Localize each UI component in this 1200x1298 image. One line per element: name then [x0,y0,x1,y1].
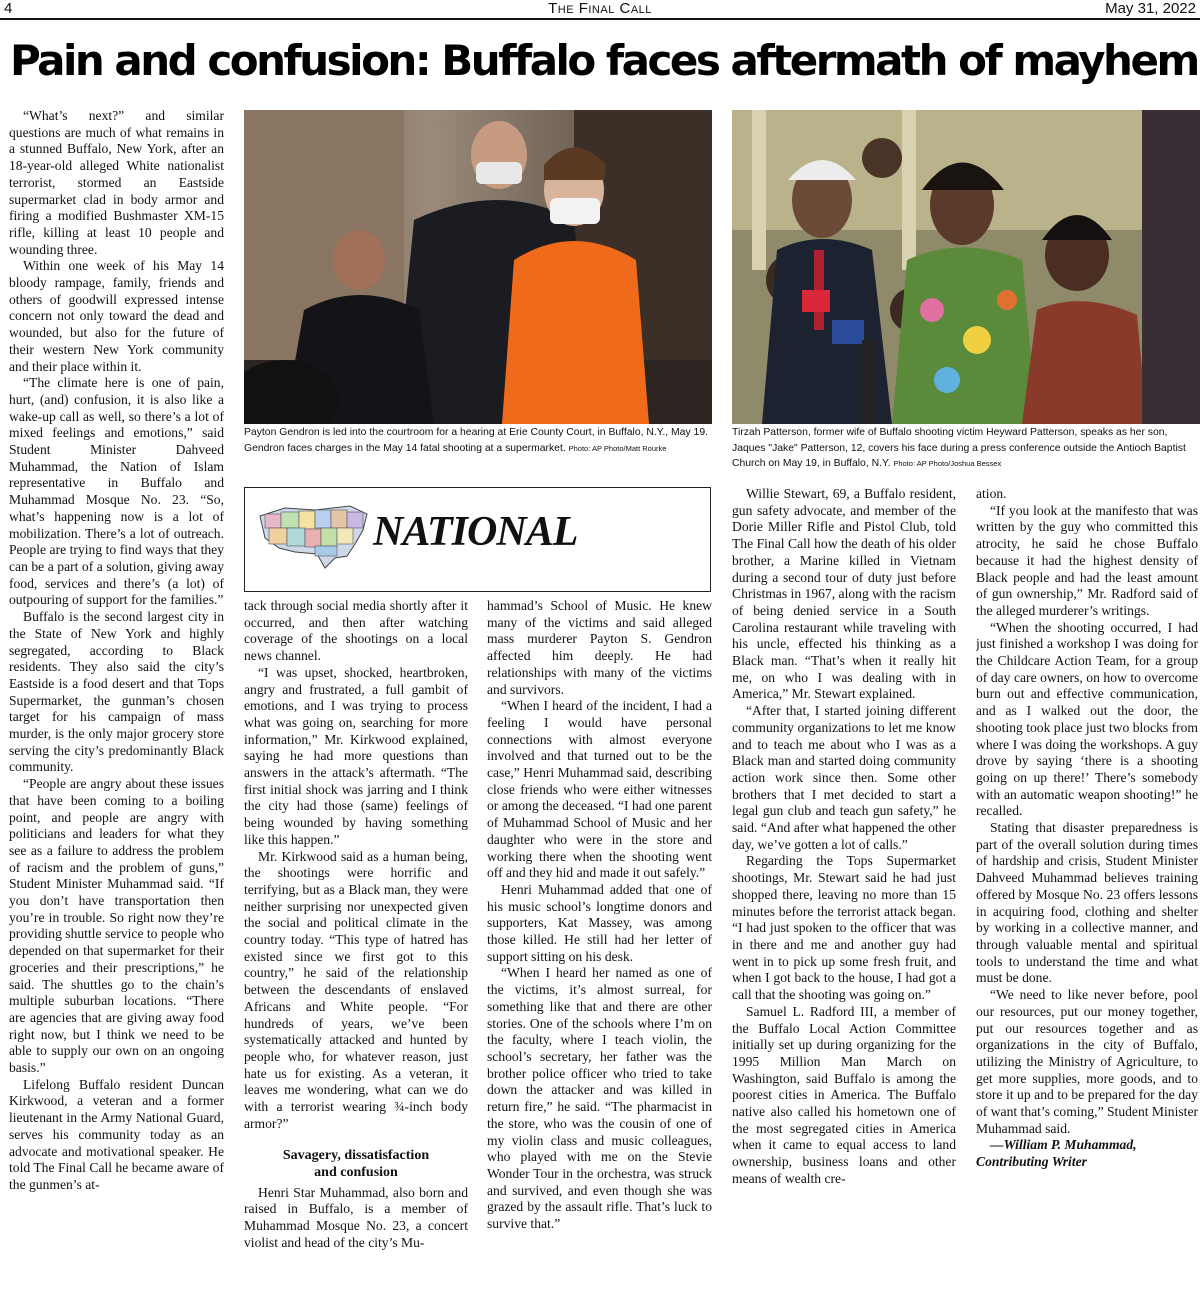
subhead-line: Savagery, dissatisfaction [282,1147,430,1163]
newspaper-name: The Final Call [548,0,652,17]
subhead-line: and confusion [314,1164,398,1180]
paragraph: “When I heard her named as one of the victims, it’s almost surreal, for something like that and there are other stories. One of the schools where I’m on the faculty, where I teach violin, the school’s secretary, her father was the brother police officer who tried to take down the attacker and was killed in return fire,” he said. “The pharmacist in the store, who was the cousin of one of my violin class and music colleagues, who played with me on the Stevie Wonder Tour in the orchestra, was struck and survived, and even though she was grazed by the assault rifle. That’s luck to survive that.” [487,965,712,1232]
paragraph: “We need to like never before, pool our resources, put our money together, put our resources together and as organizations in the city of Buffalo, utilizing the Ministry of Agriculture, to get more supplies, more goods, and to store it up and to be prepared for the day of want that’s coming,” Student Minister Muhammad said. [976,987,1198,1136]
paragraph: “What’s next?” and similar questions are much of what remains in a stunned Buffalo, New York, after an 18-year-old alleged White nationalist terrorist, stormed an Eastside supermarket clad in body armor and firing a modified Bushmaster XM-15 rifle, killing at least 10 people and wounding three. [9,108,224,257]
paragraph: Lifelong Buffalo resident Duncan Kirkwood, a veteran and a former lieutenant in the Army National Guard, serves his community today as an advocate and motivational speaker. He told The Final Call he became aware of the gunmen’s at- [9,1076,224,1192]
article-column-3 [487,598,712,1298]
paragraph: Henri Muhammad added that one of his music school’s longtime donors and supporters, Kat Massey, was among those killed. He still had her letter of support sitting on his desk. [487,881,712,964]
paragraph: Willie Stewart, 69, a Buffalo resident, gun safety advocate, and member of the Dorie Miller Rifle and Pistol Club, told The Final Call how the death of his older brother, a Marine killed in Vietnam during a second tour of duty just before Christmas in 1967, along with the racism of being denied service in a South Carolina restaurant while traveling with his uncle, effected his thinking as a Black man. “That’s when it really hit me, on who I was dealing with in America,” Mr. Stewart explained. [732,486,956,702]
byline [976,1137,1198,1170]
photo-credit: Photo: AP Photo/Joshua Bessex [893,459,1002,468]
paragraph: “If you look at the manifesto that was written by the guy who committed this atrocity, he said he chose Buffalo because it had the highest density of Black people and had the least amount of gun ownership,” Mr. Radford said of the alleged murderer’s writings. [976,502,1198,618]
paragraph: “The climate here is one of pain, hurt, (and) confusion, it is also like a wake-up call as well, so there’s a lot of mixed feelings and emotions,” said Student Minister Dahveed Muhammad, the Nation of Islam representative in Buffalo and Muhammad Mosque No. 23. “So, what’s happening now is a lot of mobilization. There’s a lot of outreach. People are trying to find ways that they can be a part of a solution, giving away food, services and there’s (a lot) of outpouring of support for the families.” [9,375,224,608]
photo-caption-press-conference [732,425,1198,472]
photo-credit: Photo: AP Photo/Matt Rourke [568,443,667,453]
article-column-5 [976,486,1198,1298]
paragraph: “After that, I started joining different community organizations to let me know and to teach me about who I was as a Black man and started doing community action work since then. Some other brothers that I met decided to start a legal gun club and teach gun safety,” he said. “And after what happened the other day, we’ve gotten a lot of calls.” [732,703,956,852]
section-label-box [244,487,711,592]
issue-date: May 31, 2022 [1105,0,1196,17]
byline-role: Contributing Writer [976,1154,1087,1170]
headline: Pain and confusion: Buffalo faces aftermath of mayhem [10,36,1198,85]
paragraph: Buffalo is the second largest city in the State of New York and highly segregated, according to Black residents. They also said the city’s Eastside is a food desert and that Tops Supermarket, the gunman’s chosen target for his campaign of mass murder, is the only major grocery store serving the city’s predominantly Black community. [9,609,224,775]
caption-text: Tirzah Patterson, former wife of Buffalo shooting victim Heyward Patterson, speaks as her son, Jaques "Jake" Patterson, 12, covers his face during a press conference outside the Antioch Baptist Church on May 19, in Buffalo, N.Y. [732,427,1186,469]
paragraph: Regarding the Tops Supermarket shootings, Mr. Stewart said he had just shopped there, leaving no more than 15 minutes before the terrorist attack began. “I had just spoken to the officer that was in there and me and another guy had went in to pick up some fresh fruit, and when I got back to the house, I had got a call that the shooting was going on.” [732,853,956,1003]
caption-text: Payton Gendron is led into the courtroom for a hearing at Erie County Court, in Buffalo, N.Y., May 19. Gendron faces charges in the May 14 fatal shooting at a supermarket. [244,427,708,454]
photo-caption-courtroom [244,425,714,456]
paragraph: hammad’s School of Music. He knew many of the victims and said alleged mass murderer Payton S. Gendron affected him deeply. He had relationships with many of the victims and survivors. [487,598,712,697]
paragraph: Mr. Kirkwood said as a human being, the shootings were horrific and terrifying, but as a Black man, they were neither surprising nor unexpected given the social and political climate in the country today. “This type of hatred has existed since we first got to this country,” he said of the relationship between the descendants of enslaved Africans and White people. “For hundreds of years, we’ve been systematically attacked and hunted by people who, for whatever reason, just hate us for existing. As a veteran, it leaves me wondering, what can we do with a terrorist wearing ¾-inch body armor?” [244,848,468,1131]
paragraph: “When the shooting occurred, I had just finished a workshop I was doing for the Childcare Action Team, for a group of day care owners, on how to overcome burn out and effective communication, and as I walked out the door, the shooting took place just two blocks from where I was doing the workshops. A guy drove by saying ‘there is a shooting going on up there!’ There’s somebody with an automatic weapon shooting!” he recalled. [976,619,1198,819]
us-map-icon [255,496,375,576]
paragraph: “People are angry about these issues that have been coming to a boiling point, and people are angry with politicians and leaders for what they see as a failure to address the problem of racism and the problem of guns,” Student Minister Muhammad said. “If you don’t have transportation then you’re in trouble. So right now they’re providing shuttle service to people who depended on that supermarket for their groceries and their prescriptions,” he said. The shuttles go to the chain’s multiple suburban locations. “There are agencies that are giving away food right now, but I think we need to be able to supply our own on an ongoing basis.” [9,776,224,1076]
press-conference-image [732,110,1200,424]
paragraph: Samuel L. Radford III, a member of the Buffalo Local Action Committee initially set up during organizing for the 1995 Million Man March on Washington, said Buffalo is among the poorest cities in America. The Buffalo native also called his hometown one of the most segregated cities in America when it came to equal access to land ownership, business loans and other means of wealth cre- [732,1003,956,1186]
page-number: 4 [4,0,13,17]
folio-bar [0,0,1200,18]
photo-press-conference [732,110,1200,424]
section-label: NATIONAL [373,509,578,555]
paragraph: Henri Star Muhammad, also born and raised in Buffalo, is a member of Muhammad Mosque No. 23, a concert violist and head of the city’s Mu- [244,1184,468,1250]
masthead-rule [0,18,1200,20]
article-column-2 [244,598,468,1298]
paragraph: “I was upset, shocked, heartbroken, angry and frustrated, a full gambit of emotions, and I was trying to process what was going on, searching for more information,” Mr. Kirkwood explained, saying he had more questions than answers in the attack’s aftermath. “The first initial shock was jarring and I think the city had those (same) feelings of being wounded by having something like this happen.” [244,664,468,847]
byline-author: —William P. Muhammad, [990,1137,1137,1153]
article-column-1 [9,108,224,1298]
paragraph: ation. [976,486,1007,501]
paragraph: Within one week of his May 14 bloody rampage, family, friends and others of goodwill expressed intense concern not only toward the dead and wounded, but also for the future of their western New York community and their place within it. [9,258,224,374]
subhead [244,1147,468,1181]
paragraph: “When I heard of the incident, I had a feeling I would have personal connections with almost everyone involved and that turned out to be the case,” Henri Muhammad said, describing close friends who were either witnesses or among the deceased. “I had one parent of Muhammad School of Music and her daughter who were in the store and working there when the shooting went off and they hid and made it out safely.” [487,698,712,881]
photo-courtroom [244,110,712,424]
paragraph: Stating that disaster preparedness is part of the overall solution during times of hardship and crisis, Student Minister Dahveed Muhammad believes training offered by Mosque No. 23 offers lessons in acquiring food, clothing and shelter by working in a collective manner, and through valuable mental and spiritual tools to understand the time and what must be done. [976,820,1198,986]
courtroom-image [244,110,712,424]
paragraph: tack through social media shortly after it occurred, and then after watching coverage of the shootings on a local news channel. [244,598,468,664]
article-column-4 [732,486,956,1298]
